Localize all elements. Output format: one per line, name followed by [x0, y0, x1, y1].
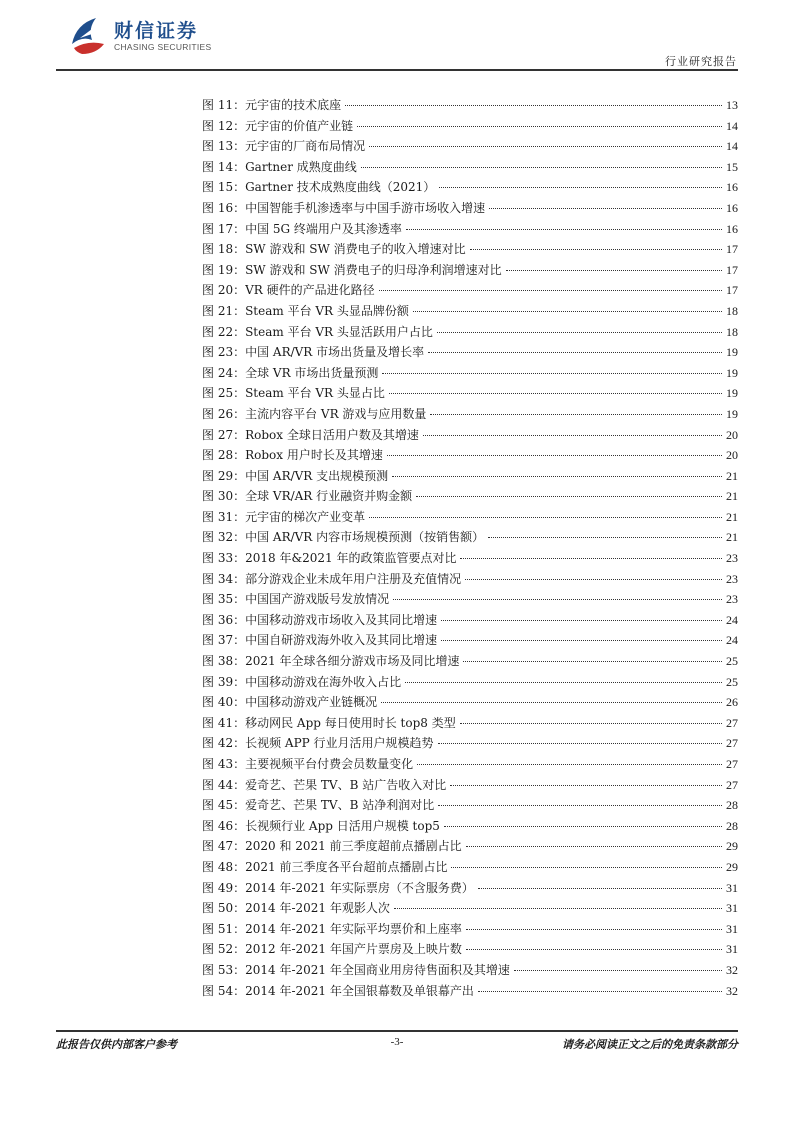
- toc-dot-leader: [357, 126, 722, 127]
- toc-entry-title: 图 15：Gartner 技术成熟度曲线（2021）: [202, 180, 436, 195]
- toc-entry-page-number: 19: [726, 345, 738, 360]
- toc-dot-leader: [478, 991, 722, 992]
- toc-entry-title: 图 33：2018 年&2021 年的政策监管要点对比: [202, 551, 457, 566]
- toc-entry[interactable]: [202, 940, 738, 961]
- toc-entry-title: 图 45：爱奇艺、芒果 TV、B 站净利润对比: [202, 798, 435, 813]
- toc-dot-leader: [361, 167, 722, 168]
- toc-entry-page-number: 21: [726, 509, 738, 524]
- toc-entry-title: 图 22：Steam 平台 VR 头显活跃用户占比: [202, 324, 433, 339]
- toc-entry[interactable]: [202, 982, 738, 1003]
- toc-entry-title: 图 48：2021 前三季度各平台超前点播剧占比: [202, 859, 448, 874]
- toc-entry-title: 图 46：长视频行业 App 日活用户规模 top5: [202, 818, 440, 833]
- toc-entry-title: 图 20：VR 硬件的产品进化路径: [202, 283, 375, 298]
- report-type-label: 行业研究报告: [665, 55, 737, 68]
- toc-entry[interactable]: [202, 899, 738, 920]
- toc-dot-leader: [417, 764, 722, 765]
- toc-entry-title: 图 37：中国自研游戏海外收入及其同比增速: [202, 633, 438, 648]
- toc-entry[interactable]: [202, 240, 738, 261]
- toc-entry[interactable]: [202, 96, 738, 117]
- toc-entry-page-number: 31: [726, 880, 738, 895]
- toc-entry-page-number: 27: [726, 715, 738, 730]
- toc-entry[interactable]: [202, 281, 738, 302]
- toc-entry-title: 图 25：Steam 平台 VR 头显占比: [202, 386, 385, 401]
- toc-entry-page-number: 21: [726, 530, 738, 545]
- toc-entry[interactable]: [202, 426, 738, 447]
- toc-dot-leader: [382, 373, 722, 374]
- toc-dot-leader: [393, 599, 722, 600]
- toc-entry-page-number: 17: [726, 262, 738, 277]
- toc-dot-leader: [369, 146, 722, 147]
- logo-chinese-name: 财信证券: [114, 20, 199, 42]
- toc-dot-leader: [379, 290, 722, 291]
- toc-entry-title: 图 23：中国 AR/VR 市场出货量及增长率: [202, 345, 425, 360]
- toc-dot-leader: [381, 702, 722, 703]
- toc-dot-leader: [478, 888, 722, 889]
- figure-table-of-contents: [202, 96, 738, 1002]
- toc-dot-leader: [392, 476, 722, 477]
- toc-entry-title: 图 30：全球 VR/AR 行业融资并购金额: [202, 489, 413, 504]
- toc-entry-page-number: 27: [726, 777, 738, 792]
- toc-entry[interactable]: [202, 920, 738, 941]
- toc-dot-leader: [460, 558, 722, 559]
- toc-dot-leader: [406, 229, 722, 230]
- toc-entry[interactable]: [202, 776, 738, 797]
- toc-entry-page-number: 13: [726, 98, 738, 112]
- toc-entry[interactable]: [202, 261, 738, 282]
- toc-entry-title: 图 40：中国移动游戏产业链概况: [202, 695, 378, 710]
- toc-entry[interactable]: [202, 570, 738, 591]
- toc-dot-leader: [387, 455, 722, 456]
- toc-entry-title: 图 24：全球 VR 市场出货量预测: [202, 365, 379, 380]
- toc-entry-page-number: 19: [726, 406, 738, 421]
- toc-entry[interactable]: [202, 117, 738, 138]
- toc-entry-page-number: 21: [726, 489, 738, 504]
- toc-entry-title: 图 38：2021 年全球各细分游戏市场及同比增速: [202, 654, 460, 669]
- page-footer: [56, 1036, 738, 1052]
- toc-entry-page-number: 26: [726, 695, 738, 710]
- toc-dot-leader: [489, 208, 722, 209]
- toc-entry-title: 图 49：2014 年-2021 年实际票房（不含服务费）: [202, 880, 474, 895]
- toc-entry[interactable]: [202, 549, 738, 570]
- toc-entry[interactable]: [202, 693, 738, 714]
- toc-entry-title: 图 14：Gartner 成熟度曲线: [202, 159, 357, 174]
- toc-entry[interactable]: [202, 858, 738, 879]
- toc-entry-title: 图 12：元宇宙的价值产业链: [202, 118, 354, 133]
- logo-english-name: CHASING SECURITIES: [114, 42, 212, 52]
- toc-entry[interactable]: [202, 673, 738, 694]
- toc-entry-page-number: 14: [726, 118, 738, 133]
- toc-entry-page-number: 24: [726, 612, 738, 627]
- toc-entry-title: 图 53：2014 年-2021 年全国商业用房待售面积及其增速: [202, 962, 510, 977]
- toc-entry-title: 图 28：Robox 用户时长及其增速: [202, 448, 383, 463]
- toc-entry[interactable]: [202, 364, 738, 385]
- toc-entry-title: 图 50：2014 年-2021 年观影人次: [202, 901, 390, 916]
- toc-entry-title: 图 35：中国国产游戏版号发放情况: [202, 592, 390, 607]
- toc-entry-title: 图 41：移动网民 App 每日使用时长 top8 类型: [202, 715, 456, 730]
- toc-dot-leader: [430, 414, 722, 415]
- toc-entry[interactable]: [202, 220, 738, 241]
- toc-entry-page-number: 29: [726, 839, 738, 854]
- toc-entry-title: 图 52：2012 年-2021 年国产片票房及上映片数: [202, 942, 462, 957]
- toc-entry-title: 图 16：中国智能手机渗透率与中国手游市场收入增速: [202, 200, 486, 215]
- toc-entry[interactable]: [202, 590, 738, 611]
- toc-entry-page-number: 23: [726, 571, 738, 586]
- toc-entry[interactable]: [202, 611, 738, 632]
- toc-entry-title: 图 42：长视频 APP 行业月活用户规模趋势: [202, 736, 434, 751]
- toc-dot-leader: [488, 537, 722, 538]
- toc-dot-leader: [451, 867, 722, 868]
- toc-entry-page-number: 18: [726, 303, 738, 318]
- toc-entry-title: 图 31：元宇宙的梯次产业变革: [202, 509, 366, 524]
- toc-entry[interactable]: [202, 714, 738, 735]
- toc-entry[interactable]: [202, 343, 738, 364]
- logo-emblem-icon: [66, 14, 110, 58]
- toc-entry-page-number: 15: [726, 159, 738, 174]
- toc-dot-leader: [470, 249, 722, 250]
- toc-dot-leader: [438, 805, 722, 806]
- toc-entry-page-number: 31: [726, 942, 738, 957]
- toc-entry[interactable]: [202, 323, 738, 344]
- toc-entry-page-number: 27: [726, 757, 738, 771]
- toc-entry-page-number: 25: [726, 654, 738, 669]
- toc-entry-page-number: 25: [726, 674, 738, 689]
- toc-dot-leader: [413, 311, 722, 312]
- toc-entry[interactable]: [202, 302, 738, 323]
- toc-entry[interactable]: [202, 467, 738, 488]
- toc-entry-title: 图 19：SW 游戏和 SW 消费电子的归母净利润增速对比: [202, 262, 502, 277]
- toc-entry-title: 图 29：中国 AR/VR 支出规模预测: [202, 468, 389, 483]
- toc-entry[interactable]: [202, 384, 738, 405]
- toc-entry-page-number: 32: [726, 962, 738, 977]
- toc-entry-title: 图 39：中国移动游戏在海外收入占比: [202, 674, 402, 689]
- toc-entry-title: 图 34：部分游戏企业未成年用户注册及充值情况: [202, 571, 462, 586]
- toc-entry[interactable]: [202, 199, 738, 220]
- toc-dot-leader: [389, 393, 722, 394]
- toc-dot-leader: [441, 640, 722, 641]
- toc-entry[interactable]: [202, 631, 738, 652]
- toc-entry[interactable]: [202, 837, 738, 858]
- toc-entry-title: 图 54：2014 年-2021 年全国银幕数及单银幕产出: [202, 983, 474, 998]
- toc-entry-title: 图 13：元宇宙的厂商布局情况: [202, 139, 366, 154]
- toc-entry-page-number: 28: [726, 818, 738, 833]
- toc-entry-title: 图 43：主要视频平台付费会员数量变化: [202, 757, 414, 771]
- toc-entry[interactable]: [202, 508, 738, 529]
- toc-entry[interactable]: [202, 796, 738, 817]
- toc-entry[interactable]: [202, 961, 738, 982]
- toc-dot-leader: [416, 496, 722, 497]
- toc-entry-page-number: 32: [726, 983, 738, 998]
- page-number: -3-: [390, 1036, 404, 1048]
- company-logo: [66, 14, 266, 58]
- toc-entry-page-number: 20: [726, 448, 738, 463]
- footer-divider: [56, 1030, 738, 1032]
- toc-entry-page-number: 23: [726, 551, 738, 566]
- toc-entry-title: 图 51：2014 年-2021 年实际平均票价和上座率: [202, 921, 462, 936]
- toc-entry-page-number: 28: [726, 798, 738, 813]
- toc-dot-leader: [441, 620, 722, 621]
- toc-dot-leader: [428, 352, 722, 353]
- toc-dot-leader: [345, 105, 722, 106]
- toc-entry-page-number: 31: [726, 921, 738, 936]
- toc-entry-page-number: 21: [726, 468, 738, 483]
- toc-entry[interactable]: [202, 734, 738, 755]
- toc-dot-leader: [466, 929, 722, 930]
- toc-entry[interactable]: [202, 755, 738, 776]
- toc-entry-title: 图 17：中国 5G 终端用户及其渗透率: [202, 221, 402, 236]
- toc-entry-page-number: 31: [726, 901, 738, 916]
- toc-entry-page-number: 17: [726, 283, 738, 298]
- footer-disclaimer-left: 此报告仅供内部客户参考: [56, 1038, 177, 1051]
- toc-entry[interactable]: [202, 487, 738, 508]
- toc-dot-leader: [506, 270, 722, 271]
- toc-entry-page-number: 18: [726, 324, 738, 339]
- toc-entry-title: 图 26：主流内容平台 VR 游戏与应用数量: [202, 406, 427, 421]
- toc-dot-leader: [405, 682, 722, 683]
- toc-dot-leader: [423, 435, 722, 436]
- toc-entry-page-number: 16: [726, 200, 738, 215]
- toc-entry-title: 图 47：2020 和 2021 前三季度超前点播剧占比: [202, 839, 462, 854]
- toc-entry-page-number: 23: [726, 592, 738, 607]
- toc-dot-leader: [466, 949, 722, 950]
- toc-entry-page-number: 19: [726, 365, 738, 380]
- toc-entry[interactable]: [202, 446, 738, 467]
- toc-entry[interactable]: [202, 528, 738, 549]
- toc-entry-page-number: 27: [726, 736, 738, 751]
- toc-entry-title: 图 44：爱奇艺、芒果 TV、B 站广告收入对比: [202, 777, 447, 792]
- header-divider: [56, 69, 738, 71]
- toc-dot-leader: [394, 908, 722, 909]
- toc-entry-title: 图 21：Steam 平台 VR 头显品牌份额: [202, 303, 409, 318]
- toc-entry-page-number: 14: [726, 139, 738, 154]
- toc-entry[interactable]: [202, 817, 738, 838]
- toc-entry[interactable]: [202, 879, 738, 900]
- toc-entry-title: 图 32：中国 AR/VR 内容市场规模预测（按销售额）: [202, 530, 485, 545]
- toc-entry[interactable]: [202, 158, 738, 179]
- toc-dot-leader: [369, 517, 722, 518]
- toc-dot-leader: [465, 579, 722, 580]
- toc-entry-page-number: 20: [726, 427, 738, 442]
- toc-dot-leader: [450, 785, 722, 786]
- toc-entry-title: 图 18：SW 游戏和 SW 消费电子的收入增速对比: [202, 242, 466, 257]
- toc-entry-title: 图 11：元宇宙的技术底座: [202, 98, 342, 112]
- page-header: [0, 0, 793, 70]
- toc-entry[interactable]: [202, 178, 738, 199]
- toc-entry-title: 图 27：Robox 全球日活用户数及其增速: [202, 427, 419, 442]
- toc-entry-page-number: 16: [726, 221, 738, 236]
- toc-dot-leader: [466, 846, 722, 847]
- toc-dot-leader: [444, 826, 722, 827]
- toc-dot-leader: [437, 332, 722, 333]
- toc-dot-leader: [439, 187, 722, 188]
- toc-entry-page-number: 19: [726, 386, 738, 401]
- toc-entry-title: 图 36：中国移动游戏市场收入及其同比增速: [202, 612, 438, 627]
- toc-entry-page-number: 17: [726, 242, 738, 257]
- toc-dot-leader: [463, 661, 722, 662]
- toc-entry[interactable]: [202, 652, 738, 673]
- toc-dot-leader: [460, 723, 722, 724]
- toc-entry-page-number: 29: [726, 859, 738, 874]
- toc-entry[interactable]: [202, 137, 738, 158]
- toc-entry-page-number: 24: [726, 633, 738, 648]
- toc-dot-leader: [438, 743, 722, 744]
- toc-entry[interactable]: [202, 405, 738, 426]
- toc-dot-leader: [514, 970, 722, 971]
- toc-entry-page-number: 16: [726, 180, 738, 195]
- footer-disclaimer-right: 请务必阅读正文之后的免责条款部分: [562, 1038, 738, 1051]
